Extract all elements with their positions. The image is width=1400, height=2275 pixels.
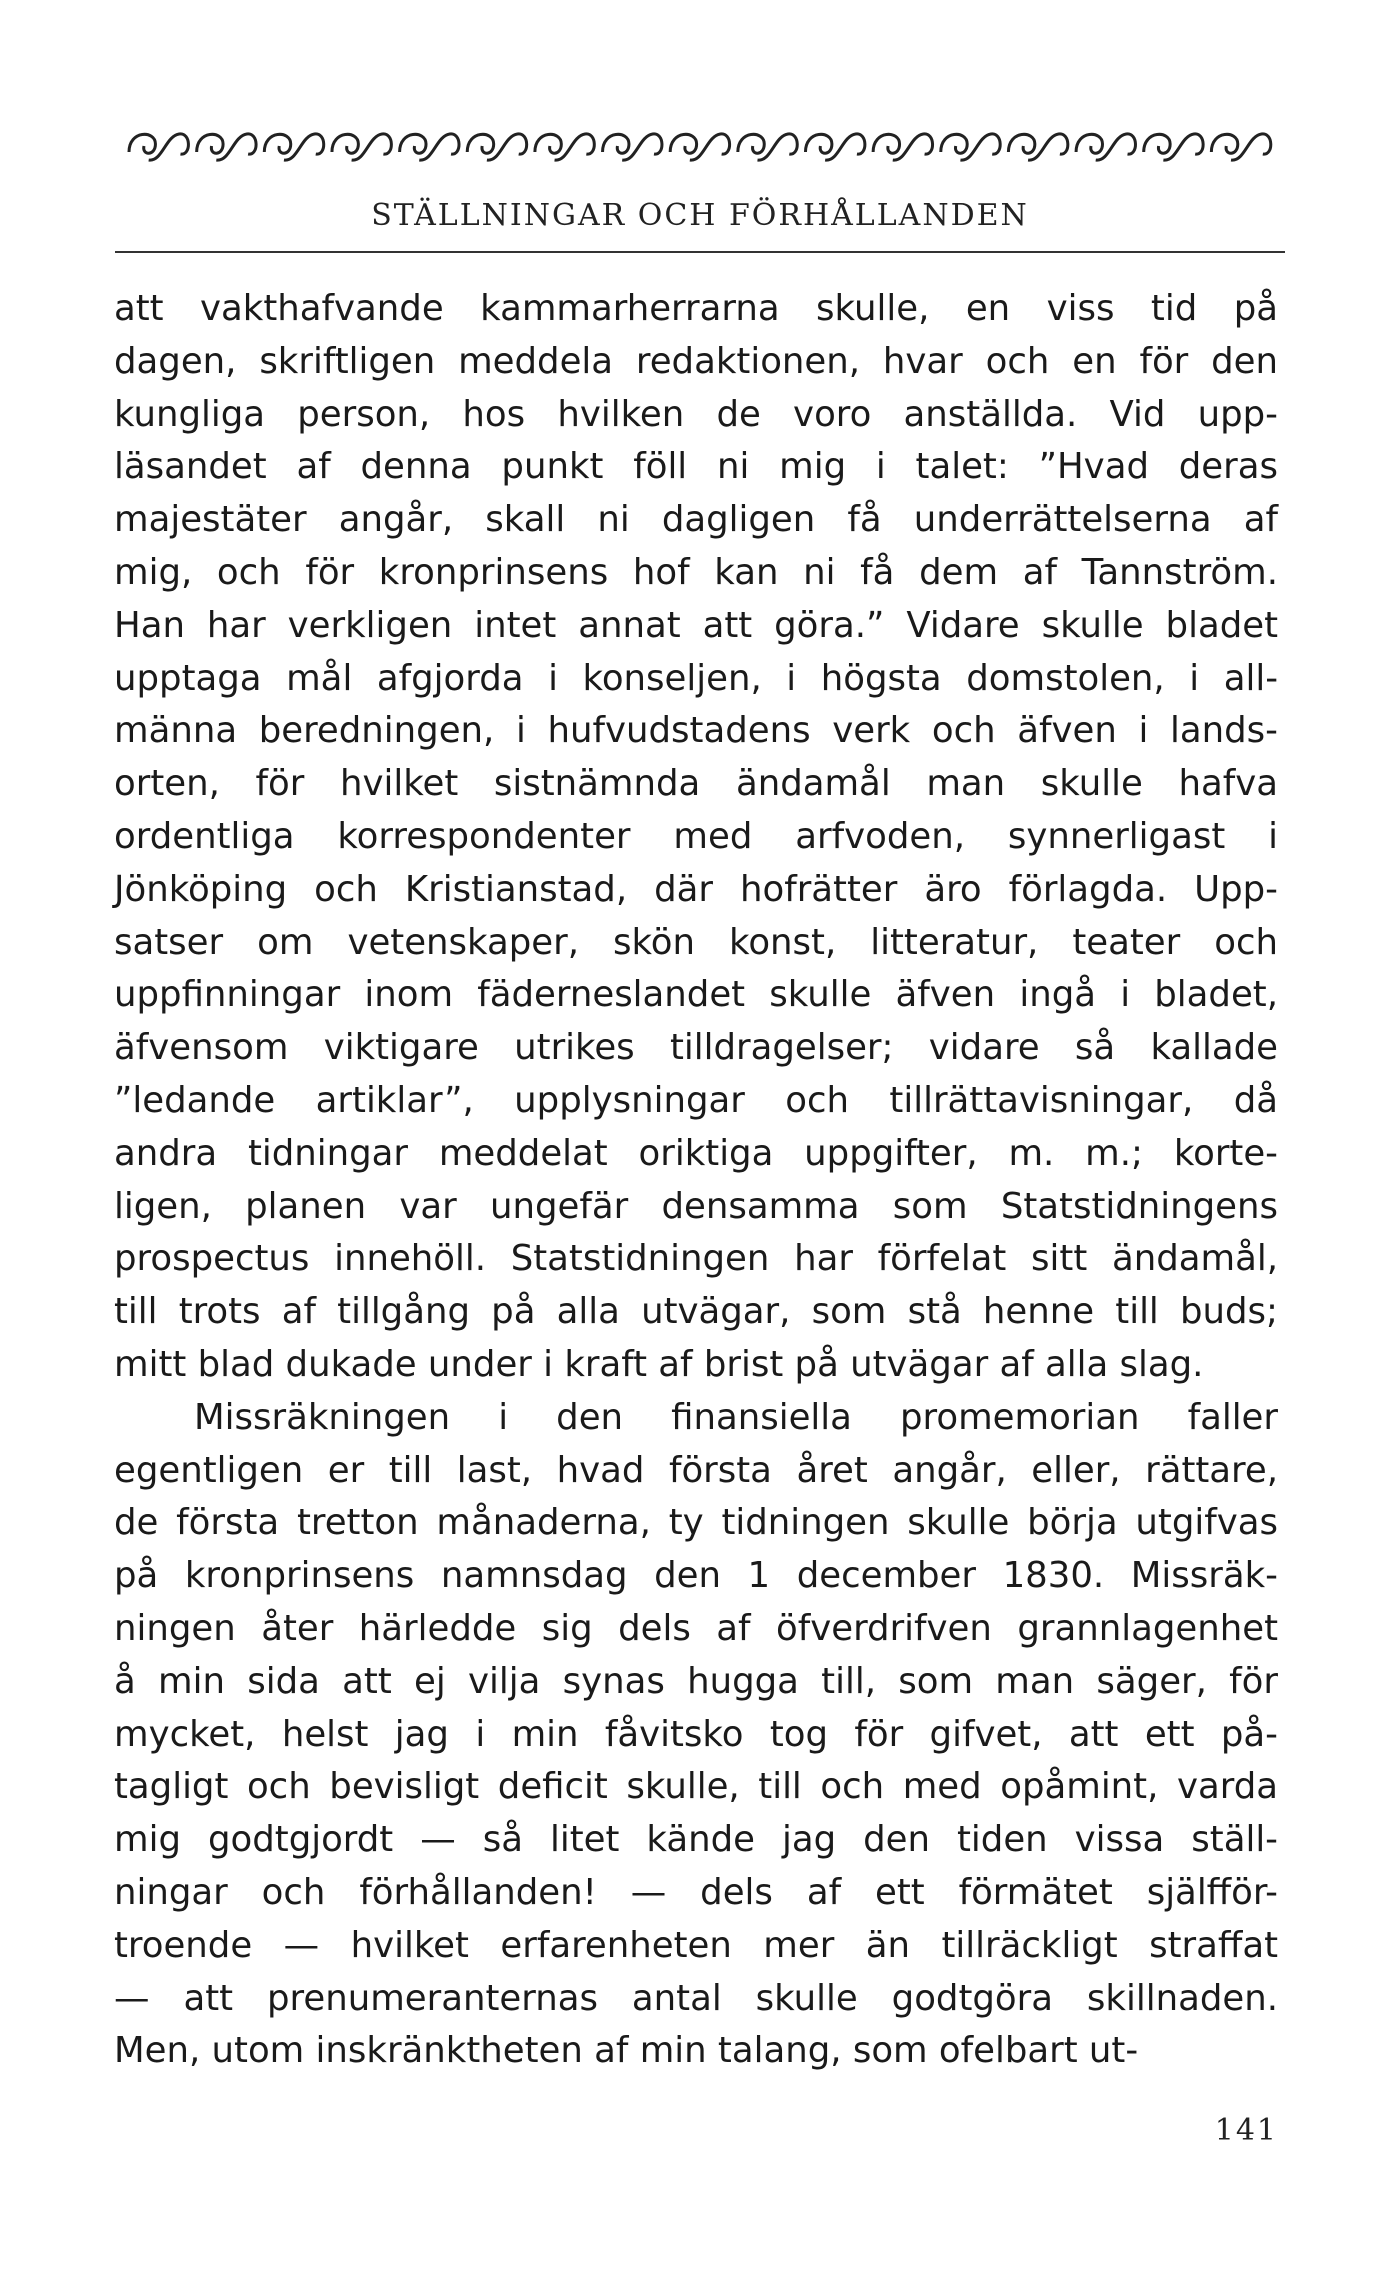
ornament-curl (1076, 134, 1135, 160)
text-line: orten, för hvilket sistnämnda ändamål man skulle hafva (114, 763, 1278, 805)
text-line: — att prenumeranternas antal skulle godtgöra skillnaden. (114, 1977, 1278, 2019)
text-line: att vakthafvande kammarherrarna skulle, en viss tid på (114, 288, 1278, 329)
text-line: läsandet af denna punkt föll ni mig i talet: ”Hvad deras (114, 446, 1278, 488)
ornament-curl (873, 134, 932, 160)
ornament-curl (1211, 134, 1270, 160)
text-line: mig, och för kronprinsens hof kan ni få dem af Tannström. (114, 551, 1278, 593)
ornament-curl (535, 134, 594, 160)
text-line: de första tretton månaderna, ty tidningen skulle börja utgifvas (114, 1502, 1278, 1544)
ornament-curl (1008, 134, 1067, 160)
text-line: prospectus innehöll. Statstidningen har förfelat sitt ändamål, (114, 1238, 1278, 1280)
text-line: äfvensom viktigare utrikes tilldragelser; vidare så kallade (114, 1027, 1278, 1069)
ornament-curl (400, 134, 459, 160)
ornament-curl (670, 134, 729, 160)
page-number: 141 (1214, 2113, 1278, 2148)
decorative-border-ornament (125, 122, 1275, 168)
text-line: på kronprinsens namnsdag den 1 december 1830. Missräk- (114, 1555, 1278, 1597)
ornament-curl (941, 134, 1000, 160)
text-line: egentligen er till last, hvad första året angår, eller, rättare, (114, 1449, 1278, 1491)
text-line: Missräkningen i den finansiella promemorian faller (194, 1396, 1278, 1438)
text-line: ningar och förhållanden! — dels af ett förmätet själfför- (114, 1871, 1278, 1913)
text-line: satser om vetenskaper, skön konst, litteratur, teater och (114, 921, 1278, 963)
text-line: andra tidningar meddelat oriktiga uppgifter, m. m.; korte- (114, 1132, 1278, 1174)
text-line: ”ledande artiklar”, upplysningar och tillrättavisningar, då (114, 1079, 1278, 1121)
text-line: ningen åter härledde sig dels af öfverdrifven grannlagenhet (114, 1607, 1278, 1649)
ornament-curl (738, 134, 797, 160)
text-line: ligen, planen var ungefär densamma som Statstidningens (114, 1185, 1278, 1227)
ornament-curl (332, 134, 391, 160)
text-line: troende — hvilket erfarenheten mer än tillräckligt straffat (114, 1924, 1278, 1966)
header-rule (115, 251, 1285, 253)
ornament-curl (805, 134, 864, 160)
ornament-curl (264, 134, 323, 160)
text-line: mig godtgjordt — så litet kände jag den tiden vissa ställ- (114, 1819, 1278, 1861)
body-text (114, 283, 1278, 2078)
ornament-curl (467, 134, 526, 160)
text-line: å min sida att ej vilja synas hugga till, som man säger, för (114, 1660, 1278, 1702)
text-line: mitt blad dukade under i kraft af brist på utvägar af alla slag. (114, 1343, 1204, 1385)
text-line: kungliga person, hos hvilken de voro anställda. Vid upp- (114, 393, 1278, 435)
ornament-curl (129, 134, 188, 160)
text-line: Men, utom inskränktheten af min talang, som ofelbart ut- (114, 2030, 1139, 2072)
text-line: Jönköping och Kristianstad, där hofrätter äro förlagda. Upp- (114, 868, 1278, 910)
text-line: männa beredningen, i hufvudstadens verk och äfven i lands- (114, 710, 1278, 752)
text-line: dagen, skriftligen meddela redaktionen, hvar och en för den (114, 340, 1278, 382)
text-line: till trots af tillgång på alla utvägar, som stå henne till buds; (114, 1291, 1278, 1333)
ornament-curl (1144, 134, 1203, 160)
ornament-curl (603, 134, 662, 160)
text-line: ordentliga korrespondenter med arfvoden, synnerligast i (114, 815, 1278, 857)
running-title: STÄLLNINGAR OCH FÖRHÅLLANDEN (371, 198, 1029, 233)
ornament-curl (197, 134, 256, 160)
text-line: mycket, helst jag i min fåvitsko tog för gifvet, att ett på- (114, 1713, 1278, 1755)
text-line: tagligt och bevisligt deficit skulle, till och med opåmint, varda (114, 1766, 1278, 1808)
text-line: Han har verkligen intet annat att göra.” Vidare skulle bladet (114, 604, 1278, 646)
text-line: uppfinningar inom fäderneslandet skulle äfven ingå i bladet, (114, 974, 1278, 1016)
text-line: upptaga mål afgjorda i konseljen, i högsta domstolen, i all- (114, 657, 1278, 699)
text-line: majestäter angår, skall ni dagligen få underrättelserna af (114, 499, 1278, 541)
